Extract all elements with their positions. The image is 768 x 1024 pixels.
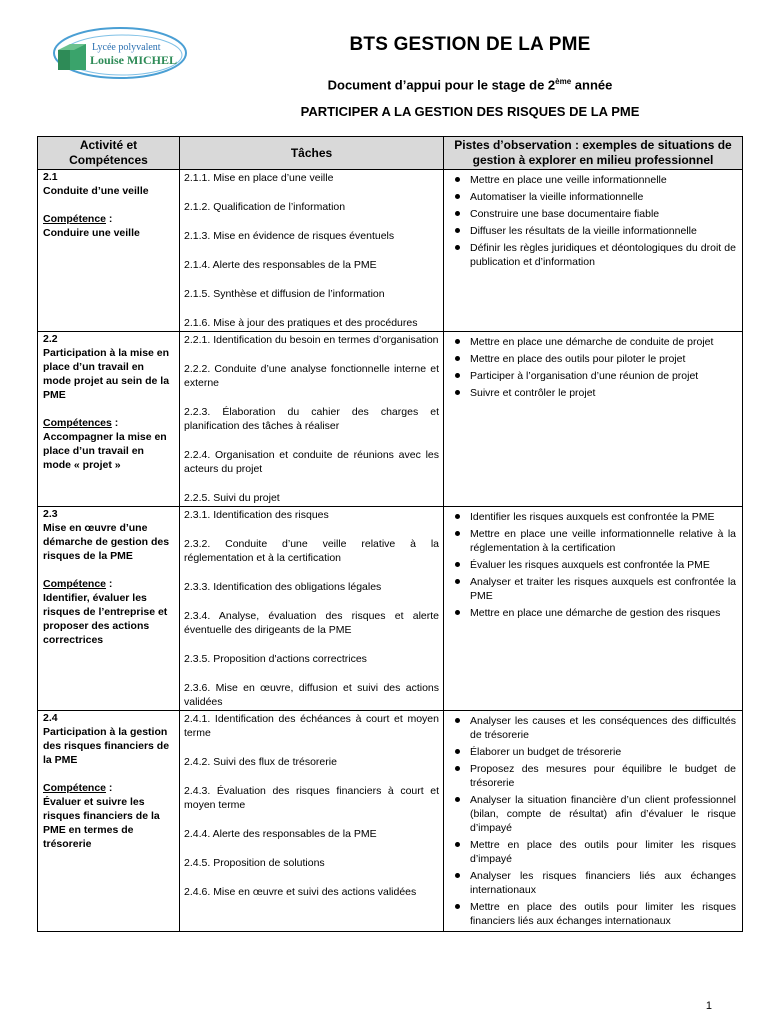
tasks-cell <box>180 711 444 932</box>
observation-item: Analyser les causes et les conséquences des difficultés de trésorerie <box>470 715 736 741</box>
task-item: 2.4.6. Mise en œuvre et suivi des actions validées <box>184 886 417 898</box>
competence-heading <box>43 577 174 591</box>
activity-number: 2.1 <box>43 171 58 183</box>
subtitle-suffix: année <box>571 77 613 93</box>
tasks-cell <box>180 507 444 711</box>
observation-item: Mettre en place une veille informationnelle <box>470 173 736 187</box>
activity-title: Mise en œuvre d’une démarche de gestion des risques de la PME <box>43 522 170 562</box>
task-item: 2.4.1. Identification des échéances à court et moyen terme <box>184 713 439 739</box>
observation-item: Mettre en place une démarche de conduite de projet <box>470 335 736 349</box>
table-body <box>38 170 743 932</box>
activity-number: 2.3 <box>43 508 58 520</box>
table-row <box>38 170 743 332</box>
competence-label: Compétence <box>43 578 107 590</box>
risk-management-table <box>37 136 743 932</box>
observation-item: Analyser la situation financière d’un client professionnel (bilan, compte de résultat) afin d’évaluer le risque d’impayé <box>470 794 736 834</box>
table-header-row <box>38 137 743 170</box>
competence-sep: : <box>106 213 113 225</box>
observation-item: Identifier les risques auxquels est confrontée la PME <box>470 510 736 524</box>
task-item: 2.3.3. Identification des obligations légales <box>184 581 382 593</box>
task-item: 2.2.2. Conduite d’une analyse fonctionnelle interne et externe <box>184 363 439 389</box>
school-logo <box>48 24 188 82</box>
competence-text: Conduire une veille <box>43 227 140 239</box>
task-item: 2.3.6. Mise en œuvre, diffusion et suivi des actions validées <box>184 682 439 708</box>
observation-item: Diffuser les résultats de la vieille informationnelle <box>470 224 736 238</box>
observation-item: Évaluer les risques auxquels est confrontée la PME <box>470 558 736 572</box>
table-row <box>38 332 743 507</box>
observations-cell <box>444 507 743 711</box>
logo-emblem-icon <box>48 24 188 82</box>
observations-list <box>448 173 736 269</box>
observations-list <box>448 335 736 400</box>
task-item: 2.1.5. Synthèse et diffusion de l’information <box>184 288 385 300</box>
observation-item: Automatiser la vieille informationnelle <box>470 190 736 204</box>
observation-item: Mettre en place des outils pour piloter le projet <box>470 352 736 366</box>
competence-text: Accompagner la mise en place d’un travail en mode « projet » <box>43 431 167 471</box>
competence-sep: : <box>106 578 113 590</box>
task-item: 2.3.5. Proposition d'actions correctrices <box>184 653 367 665</box>
competence-heading <box>43 781 174 795</box>
competence-label: Compétence <box>43 782 107 794</box>
subtitle-sup: ème <box>555 77 572 86</box>
observation-item: Mettre en place une veille informationnelle relative à la réglementation à la certification <box>470 528 736 554</box>
observation-item: Analyser les risques financiers liés aux échanges internationaux <box>470 870 736 896</box>
document-subtitle <box>200 77 740 92</box>
task-item: 2.1.4. Alerte des responsables de la PME <box>184 259 377 271</box>
observations-cell <box>444 711 743 932</box>
competence-label: Compétence <box>43 213 107 225</box>
activity-title: Participation à la gestion des risques financiers de la PME <box>43 726 170 766</box>
task-item: 2.3.1. Identification des risques <box>184 509 329 521</box>
competence-text: Identifier, évaluer les risques de l’entreprise et proposer des actions correctrices <box>43 592 168 646</box>
page-number: 1 <box>705 1000 712 1012</box>
competence-sep: : <box>111 417 119 429</box>
table-row <box>38 507 743 711</box>
task-item: 2.3.4. Analyse, évaluation des risques et alerte éventuelle des dirigeants de la PME <box>184 610 439 636</box>
activity-cell <box>38 711 180 932</box>
logo-text-1: Lycée polyvalent <box>92 42 161 53</box>
header-activity: Activité et Compétences <box>38 137 180 170</box>
activity-title: Conduite d’une veille <box>43 185 149 197</box>
observation-item: Proposez des mesures pour équilibre le budget de trésorerie <box>470 763 736 789</box>
document-title: BTS GESTION DE LA PME <box>349 34 591 55</box>
tasks-cell <box>180 332 444 507</box>
task-item: 2.4.5. Proposition de solutions <box>184 857 325 869</box>
task-item: 2.1.2. Qualification de l’information <box>184 201 346 213</box>
observation-item: Mettre en place des outils pour limiter les risques financiers liés aux échanges internationaux <box>470 901 736 927</box>
observations-list <box>448 714 736 928</box>
activity-cell <box>38 332 180 507</box>
task-item: 2.2.1. Identification du besoin en termes d’organisation <box>184 334 439 346</box>
task-item: 2.2.5. Suivi du projet <box>184 492 280 504</box>
task-item: 2.3.2. Conduite d’une veille relative à la réglementation et à la certification <box>184 538 439 564</box>
activity-cell <box>38 170 180 332</box>
section-title: PARTICIPER A LA GESTION DES RISQUES DE LA PME <box>300 104 640 119</box>
observation-item: Mettre en place des outils pour limiter les risques d’impayé <box>470 839 736 865</box>
observation-item: Participer à l’organisation d’une réunion de projet <box>470 369 736 383</box>
competence-heading <box>43 212 174 226</box>
header-observations: Pistes d’observation : exemples de situations de gestion à explorer en milieu professionnel <box>444 137 743 170</box>
task-item: 2.2.3. Élaboration du cahier des charges et planification des tâches à réaliser <box>184 406 439 432</box>
task-item: 2.4.3. Évaluation des risques financiers à court et moyen terme <box>184 785 439 811</box>
header-tasks: Tâches <box>180 137 444 170</box>
observation-item: Suivre et contrôler le projet <box>470 386 736 400</box>
competence-sep: : <box>106 782 113 794</box>
observation-item: Définir les règles juridiques et déontologiques du droit de publication et d’information <box>470 242 736 268</box>
activity-number: 2.2 <box>43 333 58 345</box>
activity-title: Participation à la mise en place d’un travail en mode projet au sein de la PME <box>43 347 170 401</box>
activity-number: 2.4 <box>43 712 58 724</box>
observations-list <box>448 510 736 620</box>
subtitle-prefix: Document d’appui pour le stage de 2 <box>327 77 556 93</box>
competence-label: Compétences <box>43 417 112 429</box>
logo-text-2: Louise MICHEL <box>90 53 178 67</box>
task-item: 2.1.1. Mise en place d’une veille <box>184 172 334 184</box>
activity-cell <box>38 507 180 711</box>
observation-item: Analyser et traiter les risques auxquels est confrontée la PME <box>470 576 736 602</box>
observation-item: Construire une base documentaire fiable <box>470 207 736 221</box>
observation-item: Mettre en place une démarche de gestion des risques <box>470 606 736 620</box>
observation-item: Élaborer un budget de trésorerie <box>470 745 736 759</box>
task-item: 2.2.4. Organisation et conduite de réunions avec les acteurs du projet <box>184 449 439 475</box>
competence-heading <box>43 416 174 430</box>
observations-cell <box>444 332 743 507</box>
task-item: 2.4.2. Suivi des flux de trésorerie <box>184 756 337 768</box>
competence-text: Évaluer et suivre les risques financiers de la PME en termes de trésorerie <box>43 796 160 850</box>
task-item: 2.1.6. Mise à jour des pratiques et des procédures <box>184 317 418 329</box>
task-item: 2.1.3. Mise en évidence de risques éventuels <box>184 230 395 242</box>
task-item: 2.4.4. Alerte des responsables de la PME <box>184 828 377 840</box>
table-row <box>38 711 743 932</box>
tasks-cell <box>180 170 444 332</box>
observations-cell <box>444 170 743 332</box>
